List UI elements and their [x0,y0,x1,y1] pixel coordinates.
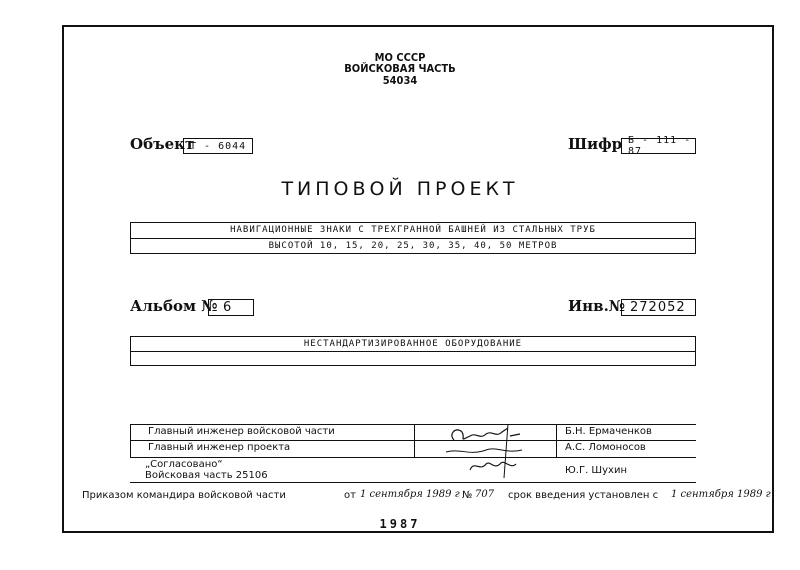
section-box [130,336,696,366]
signature-role-2: Главный инженер проекта [148,442,291,453]
cipher-value: Б - 111 - 87 [621,138,696,154]
order-prefix: Приказом командира войсковой части [82,490,286,501]
unit-number: 54034 [382,74,418,87]
page-title: ТИПОВОЙ ПРОЕКТ [281,178,519,200]
project-name-line1: НАВИГАЦИОННЫЕ ЗНАКИ С ТРЕХГРАННОЙ БАШНЕЙ ИЗ СТАЛЬНЫХ ТРУБ [230,225,596,235]
order-effective-date: 1 сентября 1989 г [671,489,771,500]
agreed-label: „Согласовано“ [145,459,223,470]
object-value: Т - 6044 [183,138,253,154]
signature-name-2: А.С. Ломоносов [565,442,646,453]
order-number: 707 [475,489,495,500]
year: 1987 [379,517,421,531]
album-label: Альбом № [130,297,218,315]
agreed-underline [130,482,696,483]
object-label: Объект [130,135,195,153]
section-title: НЕСТАНДАРТИЗИРОВАННОЕ ОБОРУДОВАНИЕ [303,339,523,349]
cipher-label: Шифр [568,135,623,153]
signature-role-1: Главный инженер войсковой части [148,426,335,437]
signatures-table [130,424,696,458]
order-from: от [344,490,356,501]
inventory-value: 272052 [621,299,696,316]
order-effective: срок введения установлен с [508,490,659,501]
agreed-unit: Войсковая часть 25106 [145,470,268,481]
album-value: 6 [208,299,254,316]
section-empty-row [131,351,695,366]
project-name-line2: ВЫСОТОЙ 10, 15, 20, 25, 30, 35, 40, 50 МЕТРОВ [131,238,695,254]
ministry-label: МО СССР [374,51,426,64]
inventory-label: Инв.№ [568,297,626,315]
order-number-label: № [462,490,473,501]
agreed-name: Ю.Г. Шухин [565,465,627,476]
project-name-box [130,222,696,254]
order-date: 1 сентября 1989 г [360,489,460,500]
military-unit-label: ВОЙСКОВАЯ ЧАСТЬ [344,62,456,75]
signature-name-1: Б.Н. Ермаченков [565,426,652,437]
handwritten-signature-1 [440,420,540,480]
